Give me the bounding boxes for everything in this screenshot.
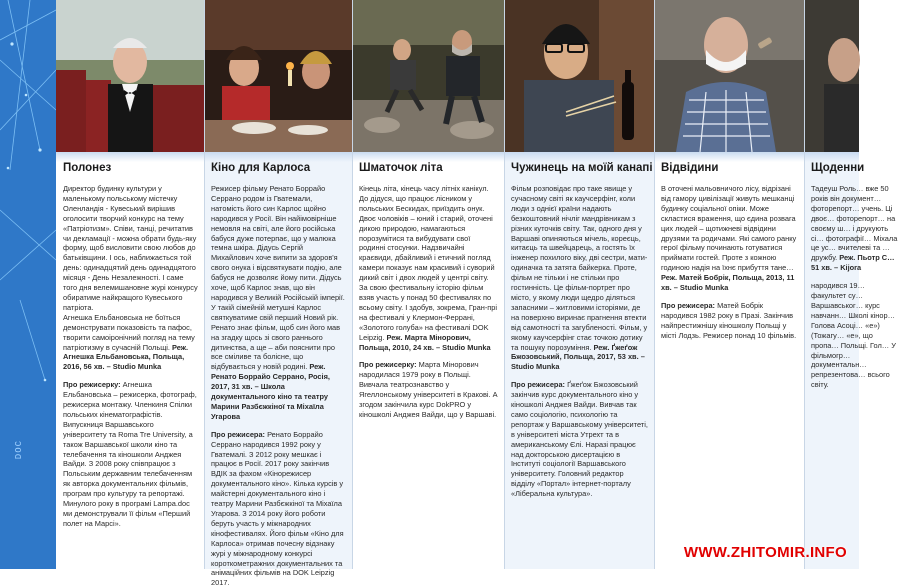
- column-divider: [352, 0, 353, 569]
- decorative-side-strip: [0, 0, 56, 569]
- film-credit: Реж. Ренато Боррайо Серрано, Росія, 2017, 31 хв. – Школа документального кіно та театру Марини Разбєжкіної та Міхаїла Угарова: [211, 362, 330, 421]
- film-description: [511, 162, 653, 569]
- film-synopsis: Тадеуш Роль… вже 50 років він документ… фоторепорт… учень. Ці двоє… фоторепорт… на своєму ш… і друкують сі… фотографії… Міхала це ус… вчителеві та … дружбу.: [811, 184, 898, 263]
- film-still-photo: [204, 0, 352, 152]
- film-still-photo: [56, 0, 204, 152]
- director-bio: народився 19… факультет су… Варшавськог… курс навчанн… Школі кінор… Голова Асоці… «е») (Тожагу… «е», що пропа… Польщі. Гол… У фільмогр… документальн… репрезентова… всього світу.: [811, 281, 896, 390]
- column-divider: [654, 0, 655, 569]
- film-credit: Реж. Матей Бобрік, Польща, 2013, 11 хв. – Studio Munka: [661, 273, 795, 293]
- film-description: [63, 162, 198, 569]
- film-credit: Реж. Агнешка Ельбановська, Польща, 2016, 56 хв. – Studio Munka: [63, 342, 189, 372]
- film-title: Шматочок літа: [359, 162, 443, 174]
- film-credit: Реж. Марта Мінорович, Польща, 2010, 24 хв. – Studio Munka: [359, 332, 491, 352]
- director-bio: Агнешка Ельбановська – режисерка, фотограф, режисерка монтажу. Членкиня Спілки польських кінематографістів. Випускниця Варшавського університету та Roma Tre University, а також Варшавської школи кіно та телебачення та кіношколи Анджея Вайди. З 2008 року співпрацює з Польським державним телебаченням як авторка документальних фільмів, програм про культуру та репортажі. Минулого року в програмі Lampa.doc ми демонстрували її фільм «Перший полет на Марсі».: [63, 380, 197, 528]
- film-still-photo: [804, 0, 859, 152]
- director-bio: Ґжеґож Бжозовський закінчив курс документального кіно у кіношколі Анджея Вайди. Вивчав так само соціологію, психологію та репортаж у Варшавському університеті, в університеті міста Утрехт та в американському Єлі. Наразі працює над докторською дисертацією в Інституті соціології Варшавського університету. Головний редактор відділу «Портал» інтернет-порталу «Ліберальна культура».: [511, 380, 648, 499]
- film-title: Кіно для Карлоса: [211, 162, 311, 174]
- film-description: [211, 162, 346, 588]
- film-title: Відвідини: [661, 162, 719, 174]
- director-bio-label: Про режисерку:: [63, 380, 121, 390]
- film-synopsis: Директор будинку культури у маленькому польському містечку Оленландія - Кувеський вирішив оголосити творчий конкурс на тему «Патріотизм». Співи, танці, речитатив чи декламації - можна обрати будь-яку форму, щоб висловити свою любов до батьківщини. І ось, наближається той день: одинадцятий день одинадцятого місяця - День Незалежності. І саме того дня велемишановне журі конкурсу обиратиме найкращого Кувеського патріота. Агнешка Ельбановська не боїться демонструвати показовість та пафос, творити самоіронічний погляд на тему патріотизму в сучасній Польщі.: [63, 184, 198, 352]
- film-description: [811, 162, 899, 569]
- film-credit: Реж. Пьотр С… 51 хв. – Kijora: [811, 253, 895, 273]
- film-title: Щоденни: [811, 162, 865, 174]
- film-column-chuzhynets-na-moii-kanapi: [504, 0, 654, 569]
- film-synopsis: Режисер фільму Ренато Боррайо Серрано родом із Гватемали, натомість його син Карлос щойно народився у Росії. Він найімовірніше немовля на світі, але його російська бабуся дуже потерпає, що у малюка темна шкіра. Дідусь Сергій Михайлович хоче випити за здоров'я свого онука і відсвяткувати подію, але бабуся не дозволяє йому пити. Дідусь хоче, щоб Карлос знав, що він народився у Великій Російській імперії. У такій сімейній метушні Карлос святкуватиме свій перший Новий рік. Ренато знає фільм, щоб син його мав на згадку щось зі свого раннього дитинства, а ще – аби пояснити про все сміливе та болісне, що відбувається у новій родині.: [211, 184, 345, 372]
- director-bio-label: Про режисера:: [211, 429, 266, 439]
- geometric-lines-graphic: [0, 0, 56, 569]
- director-bio: Матей Бобрік народився 1982 року в Празі. Закінчив найпрестижнішу кіношколу Польщі у місті Лодзь. Режисер понад 10 фільмів.: [661, 300, 797, 340]
- director-bio-label: Про режисера:: [661, 300, 716, 310]
- film-synopsis: Фільм розповідає про таке явище у сучасному світі як каучсерфінг, коли люди з однієї країни надають безкоштовний нічліг мандрівникам з різних куточків світу. Так, одного дня у Варшаві опиняються мічель, кореєць, китаєць та швейцарець, а гостять їх інженер похилого віку, дві сестри, мати-одиначка та затята байкерка. Проте, фільм не тільки і не стільки про гостинність. Це фільм-портрет про місто, у якому люди щедро діляться запасними – житловими історіями, де на поверхню виринає прагнення втекти від самотності та загубленості. Фільм, у якому каучсерфінг стає точкою дотику та пошуку порозуміння.: [511, 184, 648, 352]
- director-bio-label: Про режисерку:: [359, 360, 417, 370]
- film-description: [661, 162, 798, 569]
- film-column-vidvidyny: [654, 0, 804, 569]
- film-still-photo: [504, 0, 654, 152]
- film-credit: Реж. Ґжеґож Бжозовський, Польща, 2017, 53 хв. – Studio Munka: [511, 342, 645, 372]
- film-column-shchodennyk-partial: [804, 0, 898, 569]
- column-divider: [504, 0, 505, 569]
- director-bio-label: Про режисера:: [511, 380, 566, 390]
- film-title: Полонез: [63, 162, 112, 174]
- site-watermark: WWW.ZHITOMIR.INFO: [683, 544, 847, 561]
- film-column-kino-dlia-karlosa: [204, 0, 352, 588]
- film-description: [359, 162, 498, 569]
- column-divider: [804, 0, 805, 569]
- film-column-polonez: [56, 0, 204, 569]
- film-title: Чужинець на моїй канапі: [511, 162, 653, 174]
- column-divider: [204, 0, 205, 569]
- film-synopsis: В оточені мальовничого лісу, відрізані від гамору цивілізації живуть мешканці будинку соціальної опіки. Може скластися враження, що єдина розвага цих людей – щотижневі відвідини друзями та родичами. Які самого ранку герої фільму починають готуватися приймати гостей. Проте з кожною годиною надія на їхнє прибуття тане…: [661, 184, 797, 273]
- film-still-photo: [654, 0, 804, 152]
- film-still-photo: [352, 0, 504, 152]
- director-bio: Ренато Боррайо Серрано народився 1992 року у Гватемалі. З 2012 року мешкає і працює в Росії. 2017 року закінчив ВДІК за фахом «Кінорежисер документального кіно». Кілька курсів у майстерні документального кіно і театру Марини Разбєжкіної та Міхаїла Угарова. З 2014 року його роботи беруть участь у міжнародних кінофестивалях. Його фільм «Кіно для Карлоса» отримав почесну відзнаку журі у міжнародному конкурсі короткометражних документальних та анімаційних фільмів на DOK Leipzig 2017.: [211, 429, 344, 588]
- strip-label: DOC: [14, 440, 24, 460]
- director-bio: Марта Мінорович народилася 1979 року в Польщі. Вивчала театрознавство у Ягеллонському університеті в Кракові. А згодом закінчила курс DokPRO у кіношколі Анджея Вайди, що у Варшаві.: [359, 360, 498, 419]
- film-column-shmatochok-lita: [352, 0, 504, 569]
- film-synopsis: Кінець літа, кінець часу літніх канікул. До дідуся, що працює лісником у польських Бескидах, приїздить онук. Двоє чоловіків – юний і старий, оточені дикою природою, намагаються порозумітися та вибудувати свої родинні стосунки. Надзвичайні краєвиди, дбайливий і етичний погляд камери показує нам красивий і суворий дикий світ і двох людей у центрі світу. За свою фестивальну історію фільм взяв участь у понад 50 фестивалях по всьому світу. І здобув, зокрема, Гран-прі на фестивалі у Клермон-Феррані, «Золотого голуба» на фестивалі DOK Leipzig.: [359, 184, 498, 342]
